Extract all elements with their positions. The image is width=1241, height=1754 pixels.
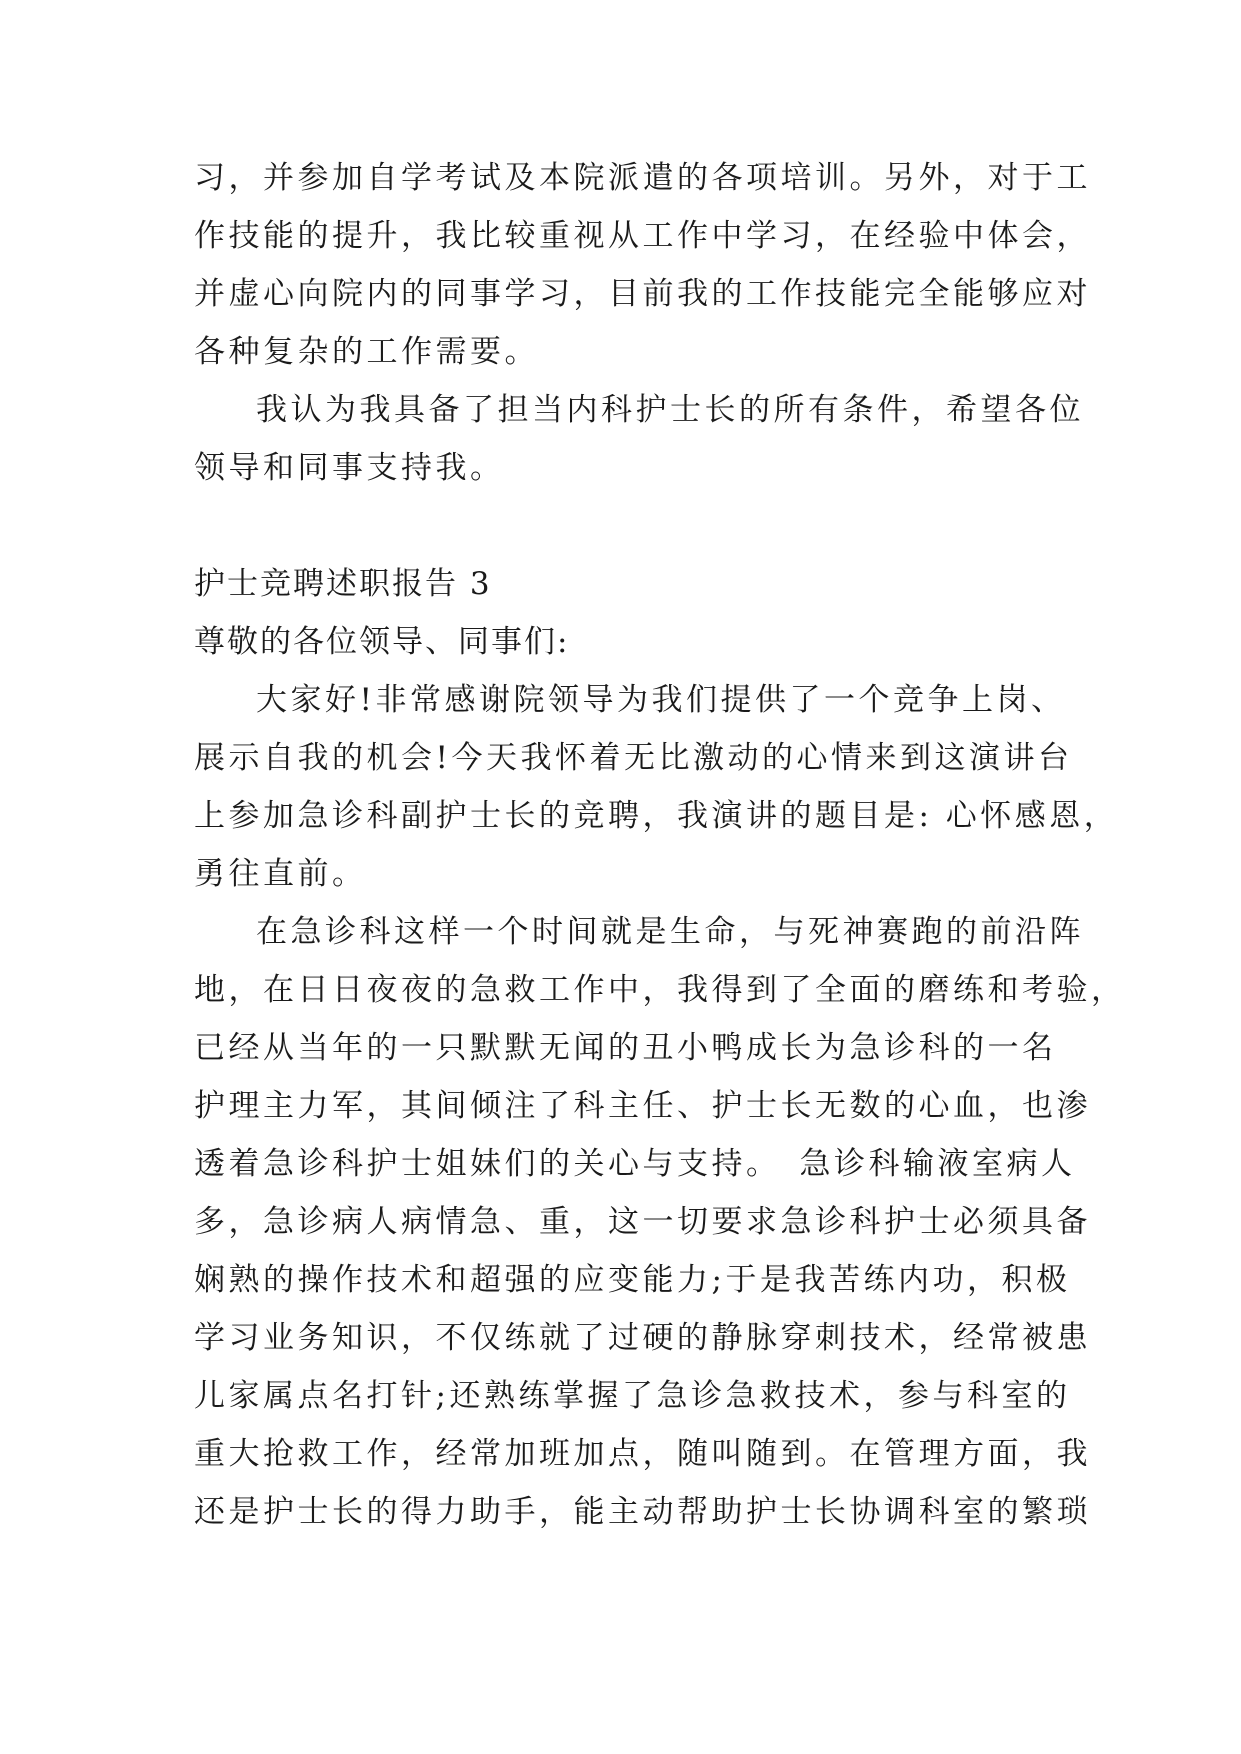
text-line: 并虚心向院内的同事学习，目前我的工作技能完全能够应对	[194, 276, 1091, 312]
text-line: 展示自我的机会!今天我怀着无比激动的心情来到这演讲台	[194, 740, 1073, 776]
text-line: 习，并参加自学考试及本院派遣的各项培训。另外，对于工	[194, 160, 1091, 196]
text-line: 地，在日日夜夜的急救工作中，我得到了全面的磨练和考验，	[194, 972, 1126, 1008]
text-line: 在急诊科这样一个时间就是生命，与死神赛跑的前沿阵	[256, 914, 1084, 950]
text-line: 儿家属点名打针;还熟练掌握了急诊急救技术，参与科室的	[194, 1378, 1071, 1414]
text-line: 各种复杂的工作需要。	[194, 334, 539, 370]
text-line: 学习业务知识，不仅练就了过硬的静脉穿刺技术，经常被患	[194, 1320, 1091, 1356]
text-line: 多，急诊病人病情急、重，这一切要求急诊科护士必须具备	[194, 1204, 1091, 1240]
text-line: 透着急诊科护士姐妹们的关心与支持。 急诊科输液室病人	[194, 1146, 1076, 1182]
text-line: 重大抢救工作，经常加班加点，随叫随到。在管理方面，我	[194, 1436, 1091, 1472]
salutation: 尊敬的各位领导、同事们:	[194, 624, 570, 660]
section-title: 护士竞聘述职报告 3	[194, 566, 492, 602]
text-line: 娴熟的操作技术和超强的应变能力;于是我苦练内功，积极	[194, 1262, 1071, 1298]
text-line: 作技能的提升，我比较重视从工作中学习，在经验中体会，	[194, 218, 1091, 254]
text-line: 勇往直前。	[194, 856, 367, 892]
text-line: 护理主力军，其间倾注了科主任、护士长无数的心血，也渗	[194, 1088, 1091, 1124]
text-line: 还是护士长的得力助手，能主动帮助护士长协调科室的繁琐	[194, 1494, 1091, 1530]
text-line: 大家好!非常感谢院领导为我们提供了一个竞争上岗、	[256, 682, 1066, 718]
text-line: 已经从当年的一只默默无闻的丑小鸭成长为急诊科的一名	[194, 1030, 1057, 1066]
text-line: 我认为我具备了担当内科护士长的所有条件，希望各位	[256, 392, 1084, 428]
text-line: 上参加急诊科副护士长的竞聘，我演讲的题目是: 心怀感恩，	[194, 798, 1119, 834]
text-line: 领导和同事支持我。	[194, 450, 505, 486]
